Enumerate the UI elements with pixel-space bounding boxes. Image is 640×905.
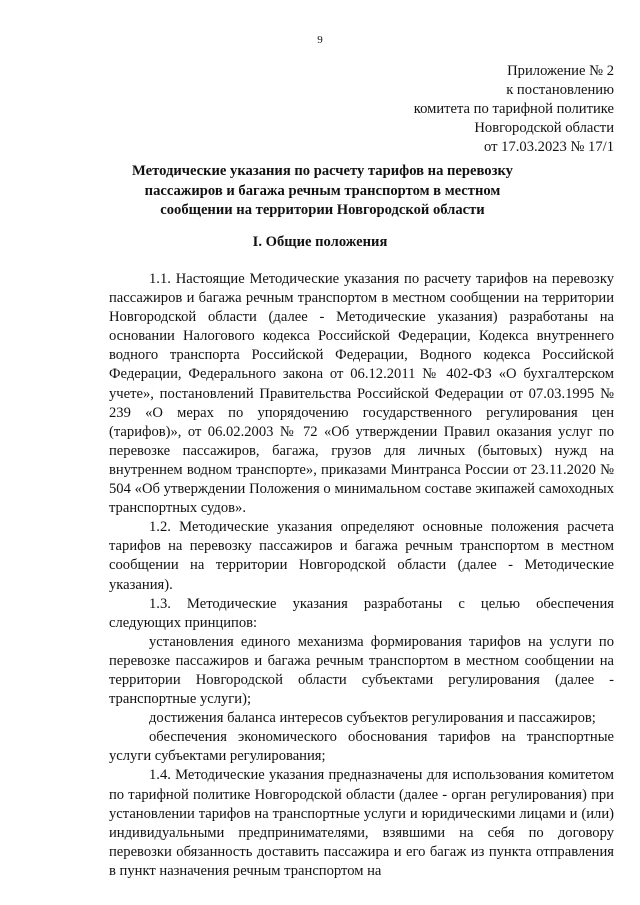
paragraph-principle-3: обеспечения экономического обоснования тарифов на транспортные услуги субъектами регулирования;: [109, 729, 614, 765]
approval-line-date: от 17.03.2023 № 17/1: [484, 139, 614, 155]
approval-line-appendix: Приложение № 2: [507, 63, 614, 79]
approval-block: [334, 62, 614, 157]
document-body: [109, 270, 614, 881]
paragraph-1-3: 1.3. Методические указания разработаны с целью обеспечения следующих принципов:: [109, 595, 614, 631]
page-number: 9: [317, 34, 323, 46]
document-title: Методические указания по расчету тарифов на перевозку пассажиров и багажа речным транспортом в местном сообщении на территории Новгородской области: [132, 163, 513, 218]
paragraph-principle-2: достижения баланса интересов субъектов регулирования и пассажиров;: [149, 710, 596, 727]
paragraph-1-1: 1.1. Настоящие Методические указания по расчету тарифов на перевозку пассажиров и багажа речным транспортом в местном сообщении на территории Новгородской области (далее - Методические указания) разработаны на основании Налогового кодекса Российской Федерации, Кодекса внутреннего водного транспорта Российской Федерации, Водного кодекса Российской Федерации, Федерального закона от 06.12.2011 № 402-ФЗ «О бухгалтерском учете», постановлений Правительства Российской Федерации от 07.03.1995 № 239 «О мерах по упорядочению государственного регулирования цен (тарифов)», от 06.02.2003 № 72 «Об утверждении Правил оказания услуг по перевозке пассажиров, багажа, грузов для личных (бытовых) нужд на внутреннем водном транспорте», приказами Минтранса России от 23.11.2020 № 504 «Об утверждении Положения о минимальном составе экипажей самоходных транспортных судов».: [109, 271, 614, 517]
paragraph-principle-1: установления единого механизма формирования тарифов на услуги по перевозке пассажиров и багажа речным транспортом в местном сообщении на территории Новгородской области субъектами регулирования (далее - транспортные услуги);: [109, 633, 614, 708]
approval-line-region: Новгородской области: [474, 120, 614, 136]
paragraph-1-2: 1.2. Методические указания определяют основные положения расчета тарифов на перевозку пассажиров и багажа речным транспортом в местном сообщении на территории Новгородской области (далее - Методические указания).: [109, 519, 614, 593]
section-heading: I. Общие положения: [252, 234, 388, 250]
paragraph-1-4: 1.4. Методические указания предназначены для использования комитетом по тарифной политике Новгородской области (далее - орган регулирования) при установлении тарифов на транспортные услуги и юридическими лицами и (или) индивидуальными предпринимателями, взявшими на себя по договору перевозки обязанность доставить пассажира и его багаж из пункта отправления в пункт назначения речным транспортом на: [109, 767, 614, 879]
approval-line-committee: комитета по тарифной политике: [413, 101, 614, 117]
approval-line-resolution: к постановлению: [506, 82, 614, 98]
